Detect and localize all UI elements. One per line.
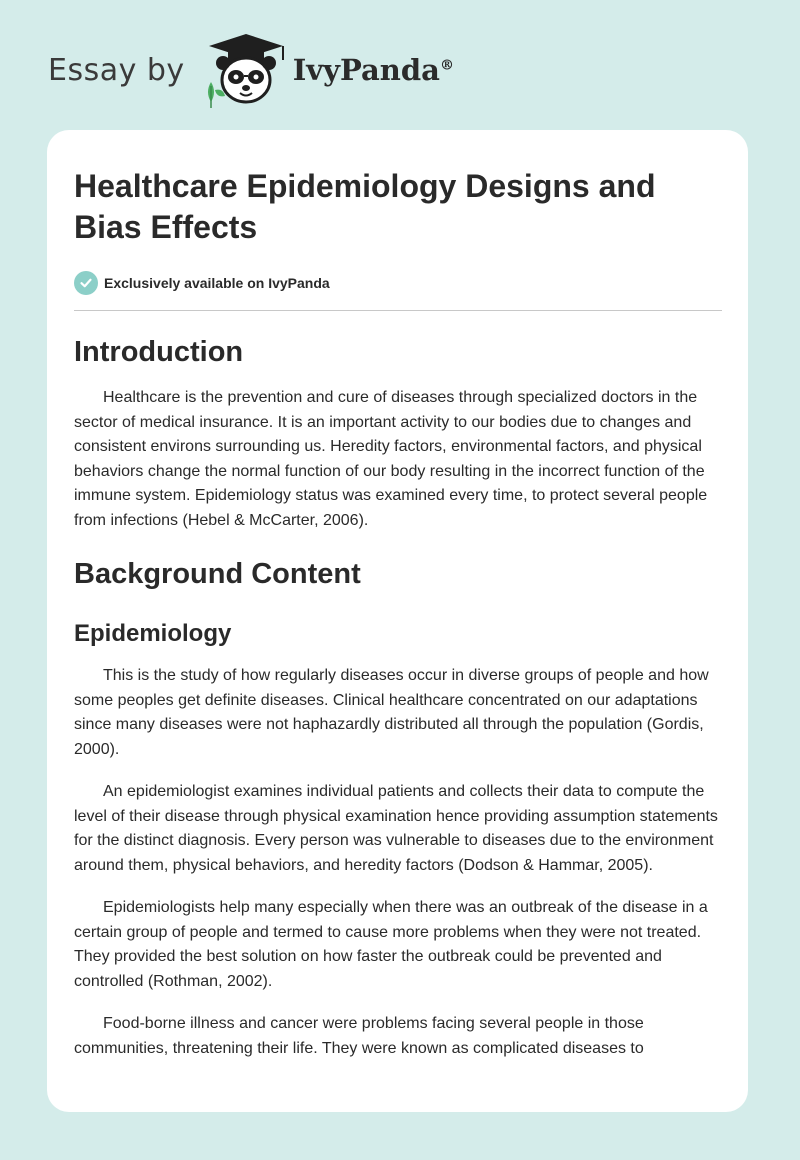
paragraph: Epidemiologists help many especially when there was an outbreak of the disease in a certain group of people and termed to cause more problems when they were not treated. They provided the best solution on how faster the outbreak could be prevented and controlled (Rothman, 2002). [74, 899, 708, 990]
panda-graduate-icon[interactable] [201, 30, 291, 110]
site-header [48, 30, 454, 110]
paragraph: An epidemiologist examines individual patients and collects their data to compute the level of their disease through physical examination hence providing assumption statements for the distinct diagnosis. Every person was vulnerable to diseases due to the environment around them, physical behaviors, and heredity factors (Dodson & Hammar, 2005). [74, 783, 718, 874]
brand-prefix: Essay by [48, 52, 185, 88]
article-card [47, 130, 748, 1112]
section-heading-background: Background Content [74, 558, 361, 590]
article-title: Healthcare Epidemiology Designs and Bias Effects [74, 168, 656, 245]
paragraph: This is the study of how regularly diseases occur in diverse groups of people and how some peoples get definite diseases. Clinical healthcare concentrated on our adaptations since many diseases were not haphazardly distributed all through the population (Gordis, 2000). [74, 667, 709, 758]
brand-name[interactable]: IvyPanda® [292, 53, 454, 87]
section-heading-introduction: Introduction [74, 336, 244, 368]
check-circle-icon [74, 271, 98, 295]
paragraph: Food-borne illness and cancer were problems facing several people in those communities, threatening their life. They were known as complicated diseases to [74, 1015, 644, 1057]
paragraph: Healthcare is the prevention and cure of diseases through specialized doctors in the sector of medical insurance. It is an important activity to our bodies due to changes and consistent environs surrounding us. Heredity factors, environmental factors, and physical behaviors change the normal function of our body resulting in the incorrect function of the immune system. Epidemiology status was examined every time, to protect several people from infections (Hebel & McCarter, 2006). [74, 389, 708, 529]
divider [74, 310, 722, 311]
exclusive-badge [74, 270, 722, 296]
exclusive-label: Exclusively available on IvyPanda [104, 275, 330, 291]
subsection-heading-epidemiology: Epidemiology [74, 620, 232, 647]
